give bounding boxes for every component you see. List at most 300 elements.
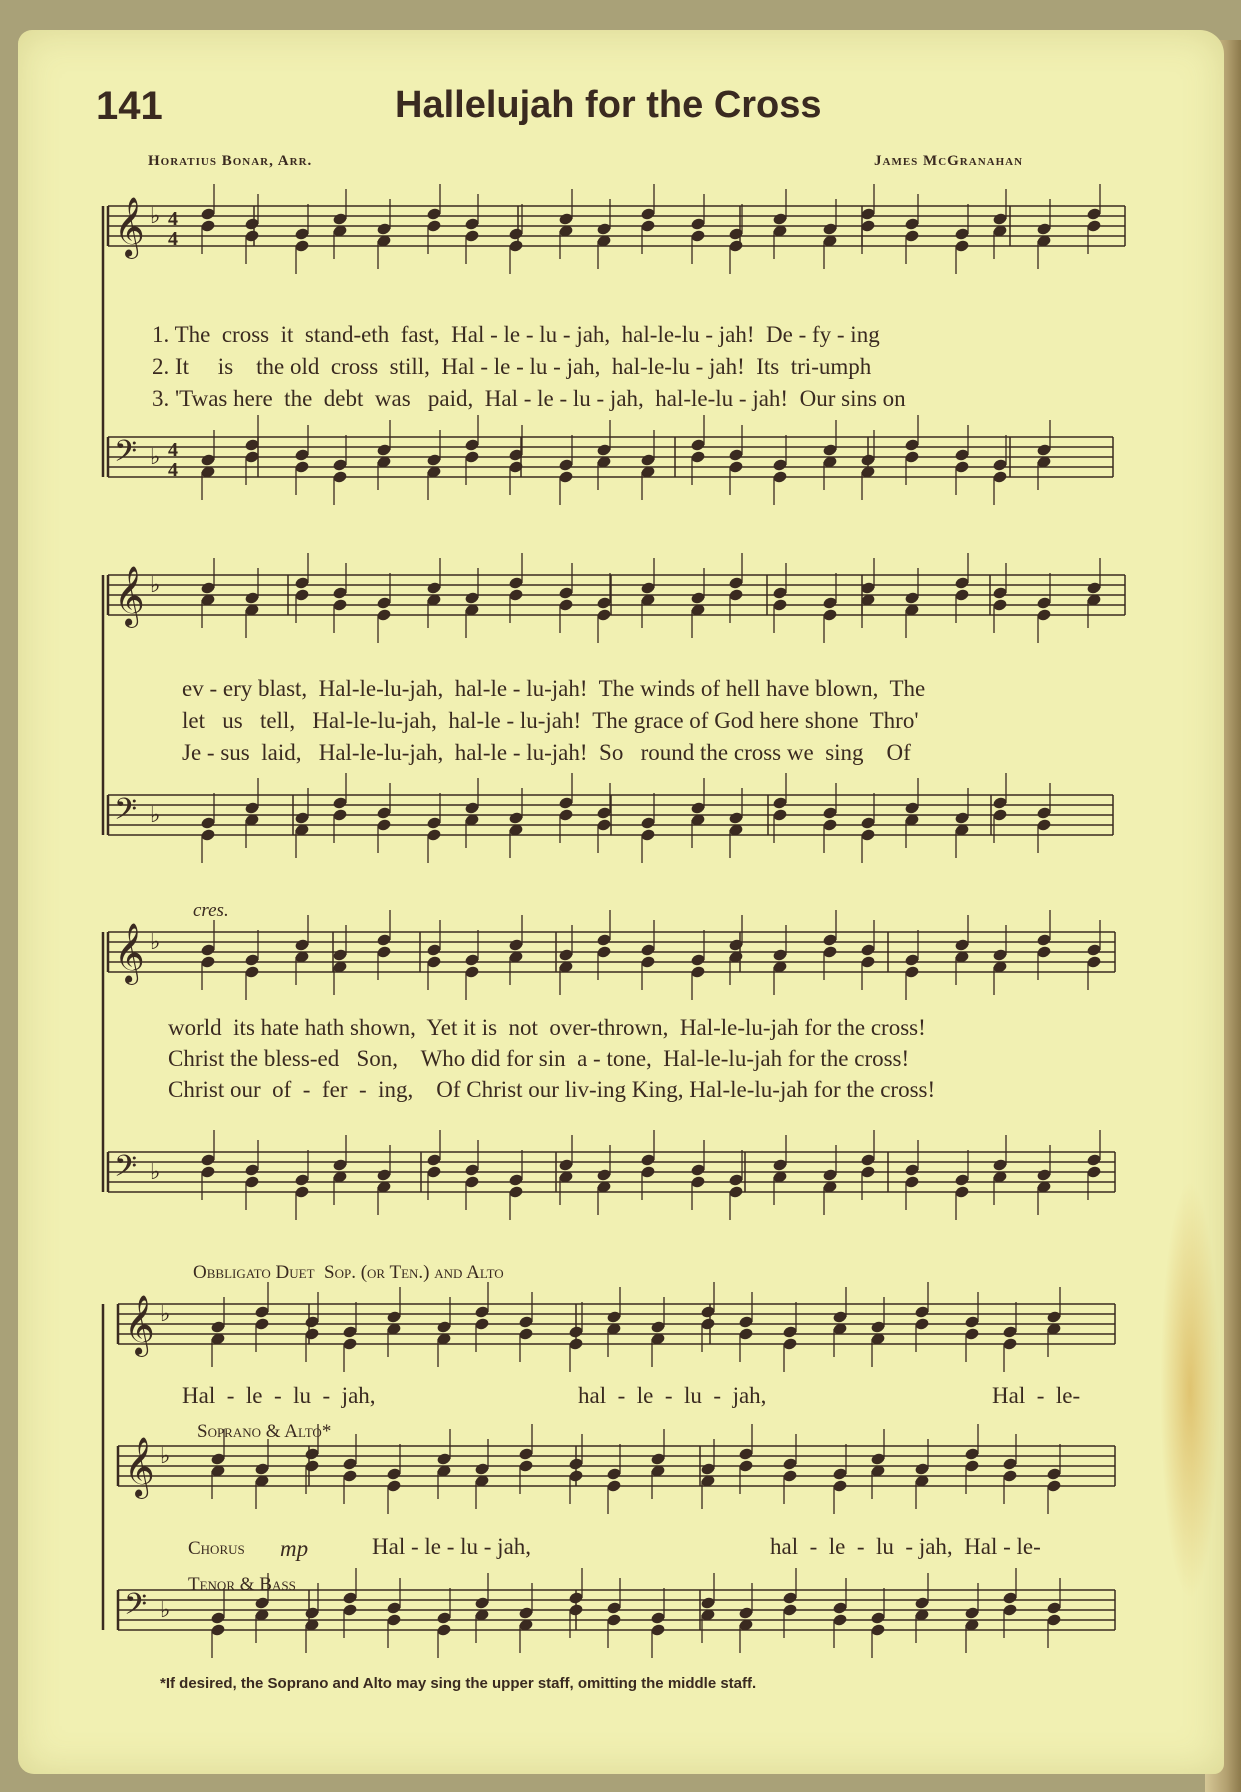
note-head (1037, 1169, 1051, 1182)
note-head (305, 1607, 319, 1620)
note-head (905, 439, 919, 452)
verse1-line2: ev - ery blast, Hal-le-lu-jah, hal-le - lu-jah! The winds of hell have blown, The (182, 676, 926, 701)
note-head (773, 471, 787, 484)
note-head (245, 439, 259, 452)
chorus-dynamic: mp (280, 1536, 309, 1561)
note-head (519, 1316, 533, 1329)
flat-icon: ♭ (150, 803, 161, 828)
verse3-line2: Je - sus laid, Hal-le-lu-jah, hal-le - lu-jah! So round the cross we sing Of (182, 740, 911, 765)
note-head (427, 956, 441, 969)
time-signature: 4 (168, 228, 178, 250)
verse3-line1: 3. 'Twas here the debt was paid, Hal - le - lu - jah, hal-le-lu - jah! Our sins on (152, 386, 906, 411)
note-head (305, 1460, 319, 1473)
note-head (201, 944, 215, 957)
note-head (387, 1480, 401, 1493)
note-head (641, 1154, 655, 1167)
note-head (861, 829, 875, 842)
note-head (559, 459, 573, 472)
note-head (993, 797, 1007, 810)
note-head (823, 946, 837, 959)
soprano-alto-label: Soprano & Alto* (197, 1421, 332, 1442)
note-head (773, 949, 787, 962)
note-head (1087, 1166, 1101, 1179)
note-head (295, 939, 309, 952)
note-head (509, 240, 523, 253)
note-head (255, 1318, 269, 1331)
note-head (861, 1154, 875, 1167)
treble-clef-icon: 𝄞 (114, 566, 145, 626)
time-signature: 4 (168, 459, 178, 481)
note-head (597, 807, 611, 820)
note-head (305, 1448, 319, 1461)
flat-icon: ♭ (160, 1598, 171, 1623)
note-head (773, 213, 787, 226)
note-head (691, 218, 705, 231)
note-head (905, 592, 919, 605)
note-head (475, 1463, 489, 1476)
note-head (343, 1470, 357, 1483)
note-head (691, 592, 705, 605)
note-head (343, 1326, 357, 1339)
note-head (1087, 1154, 1101, 1167)
note-head (905, 954, 919, 967)
note-head (465, 439, 479, 452)
note-head (783, 1604, 797, 1617)
note-head (993, 471, 1007, 484)
flat-icon: ♭ (160, 1444, 171, 1469)
note-head (739, 1448, 753, 1461)
note-head (1037, 444, 1051, 457)
note-head (861, 208, 875, 221)
note-head (427, 220, 441, 233)
note-head (691, 1176, 705, 1189)
treble-clef-icon: 𝄞 (124, 1295, 155, 1355)
lyricist-credit: Horatius Bonar, Arr. (148, 153, 313, 169)
note-head (201, 956, 215, 969)
note-head (905, 218, 919, 231)
note-head (871, 1624, 885, 1637)
note-head (509, 939, 523, 952)
note-head (955, 577, 969, 590)
note-head (905, 1164, 919, 1177)
note-head (823, 819, 837, 832)
note-head (905, 451, 919, 464)
note-head (823, 807, 837, 820)
note-head (823, 609, 837, 622)
note-head (783, 1338, 797, 1351)
note-head (955, 812, 969, 825)
note-head (427, 829, 441, 842)
note-head (211, 1612, 225, 1625)
note-head (305, 1316, 319, 1329)
note-head (201, 829, 215, 842)
note-head (465, 218, 479, 231)
note-head (437, 1624, 451, 1637)
note-head (729, 228, 743, 241)
note-head (1087, 582, 1101, 595)
note-head (519, 1607, 533, 1620)
note-head (465, 451, 479, 464)
note-head (641, 582, 655, 595)
note-head (569, 1470, 583, 1483)
verse1-line1: 1. The cross it stand-eth fast, Hal - le - lu - jah, hal-le-lu - jah! De - fy - ing (152, 322, 880, 347)
note-head (377, 609, 391, 622)
flat-icon: ♭ (150, 1160, 161, 1185)
note-head (861, 944, 875, 957)
note-head (569, 1458, 583, 1471)
note-head (519, 1448, 533, 1461)
note-head (387, 1311, 401, 1324)
note-head (597, 609, 611, 622)
note-head (465, 230, 479, 243)
duet-label: Obbligato Duet Sop. (or Ten.) and Alto (193, 1262, 504, 1283)
note-head (1003, 1338, 1017, 1351)
note-head (597, 946, 611, 959)
note-head (729, 589, 743, 602)
staff (108, 1150, 1115, 1192)
note-head (739, 1607, 753, 1620)
note-head (201, 582, 215, 595)
note-head (245, 1176, 259, 1189)
note-head (915, 1318, 929, 1331)
note-head (597, 597, 611, 610)
note-head (965, 1316, 979, 1329)
note-head (651, 1321, 665, 1334)
note-head (333, 213, 347, 226)
note-head (651, 1453, 665, 1466)
note-head (701, 1597, 715, 1610)
note-head (993, 809, 1007, 822)
note-head (427, 454, 441, 467)
bass-clef-icon: 𝄢 (114, 1150, 138, 1191)
note-head (465, 966, 479, 979)
note-head (1047, 1311, 1061, 1324)
note-head (465, 1164, 479, 1177)
note-head (519, 1328, 533, 1341)
note-head (965, 1607, 979, 1620)
note-head (1003, 1458, 1017, 1471)
note-head (641, 956, 655, 969)
chorus-lyric-1: Hal - le - lu - jah, (372, 1534, 532, 1559)
note-head (773, 459, 787, 472)
time-signature: 4 (168, 208, 178, 230)
note-head (955, 449, 969, 462)
note-head (255, 1463, 269, 1476)
note-head (871, 1453, 885, 1466)
duet-lyric-3: Hal - le- (992, 1383, 1081, 1408)
note-head (509, 228, 523, 241)
note-head (333, 599, 347, 612)
note-head (905, 1176, 919, 1189)
note-head (475, 1597, 489, 1610)
note-head (955, 461, 969, 474)
note-head (465, 592, 479, 605)
note-head (305, 1328, 319, 1341)
note-head (245, 1164, 259, 1177)
note-head (333, 1159, 347, 1172)
note-head (427, 817, 441, 830)
note-head (201, 1166, 215, 1179)
note-head (607, 1468, 621, 1481)
note-head (993, 213, 1007, 226)
note-head (597, 223, 611, 236)
note-head (569, 1604, 583, 1617)
note-head (559, 949, 573, 962)
note-head (377, 1169, 391, 1182)
note-head (1003, 1592, 1017, 1605)
note-head (295, 577, 309, 590)
note-head (915, 1463, 929, 1476)
note-head (245, 451, 259, 464)
flat-icon: ♭ (160, 1302, 171, 1327)
note-head (773, 599, 787, 612)
verse2-line3: Christ the bless-ed Son, Who did for sin a - tone, Hal-le-lu-jah for the cross! (168, 1046, 910, 1071)
note-head (211, 1624, 225, 1637)
note-head (833, 1311, 847, 1324)
note-head (871, 1321, 885, 1334)
note-head (1087, 208, 1101, 221)
note-head (343, 1338, 357, 1351)
note-head (651, 1612, 665, 1625)
note-head (701, 1463, 715, 1476)
note-head (729, 461, 743, 474)
note-head (607, 1480, 621, 1493)
note-head (387, 1468, 401, 1481)
hymn-title: Hallelujah for the Cross (395, 84, 822, 126)
crescendo-mark: cres. (193, 900, 229, 921)
note-head (729, 240, 743, 253)
note-head (559, 809, 573, 822)
note-head (783, 1470, 797, 1483)
note-head (739, 1460, 753, 1473)
note-head (871, 1612, 885, 1625)
note-head (641, 1166, 655, 1179)
note-head (729, 577, 743, 590)
note-head (387, 1602, 401, 1615)
note-head (905, 802, 919, 815)
bass-clef-icon: 𝄢 (124, 1588, 148, 1629)
note-head (377, 597, 391, 610)
note-head (427, 208, 441, 221)
note-head (833, 1614, 847, 1627)
note-head (691, 451, 705, 464)
note-head (823, 1169, 837, 1182)
note-head (255, 1306, 269, 1319)
note-head (475, 1306, 489, 1319)
staff (108, 566, 1125, 628)
note-head (343, 1604, 357, 1617)
note-head (861, 1166, 875, 1179)
note-head (245, 954, 259, 967)
staff (108, 197, 1125, 259)
note-head (783, 1592, 797, 1605)
note-head (597, 1169, 611, 1182)
note-head (641, 208, 655, 221)
note-head (333, 809, 347, 822)
flat-icon: ♭ (150, 445, 161, 470)
note-head (427, 944, 441, 957)
verse2-line1: 2. It is the old cross still, Hal - le - lu - jah, hal-le-lu - jah! Its tri-umph (152, 354, 872, 379)
note-head (1037, 609, 1051, 622)
note-head (701, 1306, 715, 1319)
note-head (915, 1306, 929, 1319)
note-head (245, 218, 259, 231)
note-head (559, 587, 573, 600)
note-head (437, 1321, 451, 1334)
note-head (833, 1480, 847, 1493)
note-head (1047, 1614, 1061, 1627)
note-head (569, 1326, 583, 1339)
note-head (559, 213, 573, 226)
note-head (427, 1154, 441, 1167)
note-head (641, 944, 655, 957)
note-head (333, 459, 347, 472)
note-head (993, 949, 1007, 962)
treble-clef-icon: 𝄞 (114, 923, 145, 983)
note-head (691, 439, 705, 452)
note-head (559, 1159, 573, 1172)
note-head (641, 829, 655, 842)
note-head (597, 819, 611, 832)
note-head (783, 1326, 797, 1339)
note-head (377, 934, 391, 947)
note-head (823, 223, 837, 236)
note-head (1047, 1468, 1061, 1481)
note-head (509, 589, 523, 602)
note-head (427, 582, 441, 595)
note-head (377, 946, 391, 959)
note-head (211, 1321, 225, 1334)
note-head (201, 208, 215, 221)
note-head (701, 1318, 715, 1331)
note-head (691, 966, 705, 979)
note-head (559, 599, 573, 612)
note-head (955, 939, 969, 952)
note-head (1087, 956, 1101, 969)
note-head (597, 444, 611, 457)
treble-clef-icon: 𝄞 (114, 197, 145, 257)
note-head (1087, 944, 1101, 957)
note-head (823, 444, 837, 457)
note-head (509, 812, 523, 825)
verse3-line3: Christ our of - fer - ing, Of Christ our liv-ing King, Hal-le-lu-jah for the cross! (168, 1077, 936, 1102)
note-head (607, 1311, 621, 1324)
note-head (597, 934, 611, 947)
note-head (343, 1592, 357, 1605)
note-head (245, 230, 259, 243)
note-head (861, 817, 875, 830)
note-head (955, 1186, 969, 1199)
note-head (201, 1154, 215, 1167)
note-head (691, 954, 705, 967)
note-head (861, 220, 875, 233)
note-head (729, 449, 743, 462)
note-head (965, 1460, 979, 1473)
note-head (295, 589, 309, 602)
note-head (955, 240, 969, 253)
note-head (651, 1624, 665, 1637)
note-head (993, 1159, 1007, 1172)
note-head (783, 1458, 797, 1471)
time-signature: 4 (168, 439, 178, 461)
chorus-label: Chorus (188, 1538, 245, 1559)
bass-clef-icon: 𝄢 (114, 435, 138, 476)
duet-lyric-1: Hal - le - lu - jah, (182, 1383, 376, 1408)
flat-icon: ♭ (150, 573, 161, 598)
note-head (1047, 1480, 1061, 1493)
note-head (861, 582, 875, 595)
note-head (333, 471, 347, 484)
note-head (823, 934, 837, 947)
note-head (333, 797, 347, 810)
note-head (343, 1458, 357, 1471)
note-head (607, 1602, 621, 1615)
note-head (1037, 946, 1051, 959)
note-head (691, 1164, 705, 1177)
note-head (915, 1597, 929, 1610)
note-head (729, 812, 743, 825)
note-head (509, 1174, 523, 1187)
note-head (1047, 1602, 1061, 1615)
hymn-number: 141 (96, 84, 163, 128)
note-head (255, 1597, 269, 1610)
note-head (509, 577, 523, 590)
duet-lyric-2: hal - le - lu - jah, (578, 1383, 767, 1408)
note-head (295, 1174, 309, 1187)
note-head (333, 949, 347, 962)
note-head (245, 802, 259, 815)
note-head (739, 1328, 753, 1341)
note-head (823, 597, 837, 610)
note-head (955, 228, 969, 241)
note-head (295, 449, 309, 462)
note-head (465, 954, 479, 967)
note-head (1003, 1326, 1017, 1339)
note-head (993, 599, 1007, 612)
note-head (773, 587, 787, 600)
note-head (201, 454, 215, 467)
note-head (377, 223, 391, 236)
note-head (295, 1186, 309, 1199)
note-head (1037, 807, 1051, 820)
note-head (641, 220, 655, 233)
note-head (1003, 1470, 1017, 1483)
note-head (691, 802, 705, 815)
note-head (559, 797, 573, 810)
note-head (437, 1612, 451, 1625)
note-head (509, 1186, 523, 1199)
note-head (729, 1186, 743, 1199)
footnote-text: *If desired, the Soprano and Alto may sing the upper staff, omitting the middle staff. (160, 1675, 757, 1692)
note-head (427, 1166, 441, 1179)
note-head (377, 819, 391, 832)
composer-credit: James McGranahan (874, 153, 1024, 169)
note-head (519, 1460, 533, 1473)
note-head (1037, 597, 1051, 610)
flat-icon: ♭ (150, 930, 161, 955)
note-head (729, 1174, 743, 1187)
note-head (1087, 220, 1101, 233)
note-head (377, 444, 391, 457)
note-head (1037, 934, 1051, 947)
note-head (607, 1614, 621, 1627)
note-head (905, 230, 919, 243)
note-head (387, 1614, 401, 1627)
note-head (569, 1338, 583, 1351)
note-head (965, 1448, 979, 1461)
note-head (833, 1468, 847, 1481)
note-head (955, 589, 969, 602)
